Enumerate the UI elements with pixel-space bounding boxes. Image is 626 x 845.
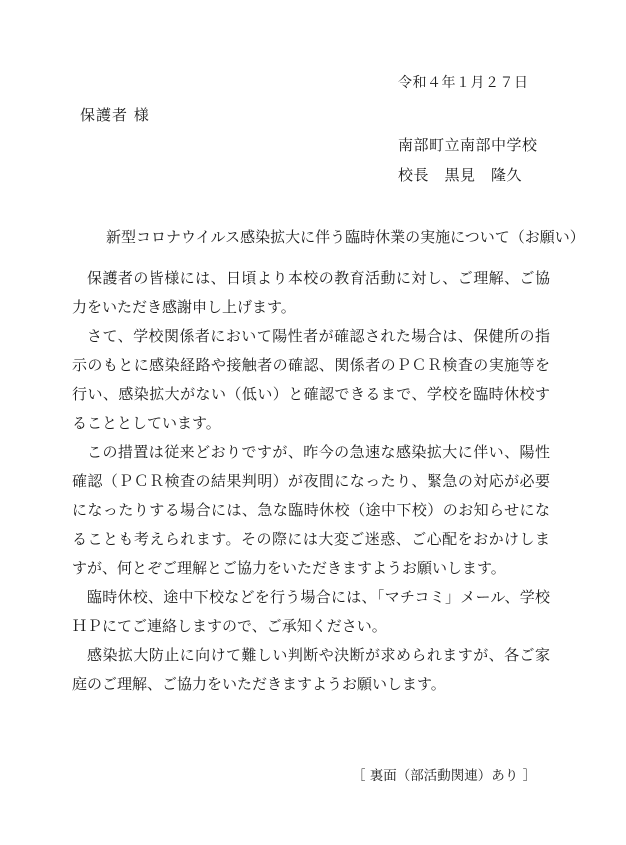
body-text (72, 264, 550, 699)
document-date: 令和４年１月２７日 (398, 75, 529, 91)
paragraph-greeting: 保護者の皆様には、日頃より本校の教育活動に対し、ご理解、ご協力をいただき感謝申し上げます。 (72, 269, 550, 316)
document-title: 新型コロナウイルス感染拡大に伴う臨時休業の実施について（お願い） (106, 228, 585, 246)
paragraph-closing: 感染拡大防止に向けて難しい判断や決断が求められますが、各ご家庭のご理解、ご協力をいただきますようお願いします。 (72, 646, 550, 693)
school-name: 南部町立南部中学校 (398, 136, 538, 154)
principal-name: 校長 黒見 隆久 (398, 166, 523, 184)
paragraph-policy: さて、学校関係者において陽性者が確認された場合は、保健所の指示のもとに感染経路や接触者の確認、関係者のＰＣＲ検査の実施等を行い、感染拡大がない（低い）と確認できるまで、学校を臨時休校することとしています。 (72, 327, 550, 432)
addressee: 保護者 様 (80, 106, 150, 124)
paragraph-measures: この措置は従来どおりですが、昨今の急速な感染拡大に伴い、陽性確認（ＰＣＲ検査の結果判明）が夜間になったり、緊急の対応が必要になったりする場合には、急な臨時休校（途中下校）のお知らせになることも考えられます。その際には大変ご迷惑、ご心配をおかけしますが、何とぞご理解とご協力をいただきますようお願いします。 (72, 443, 550, 577)
paragraph-contact: 臨時休校、途中下校などを行う場合には、「マチコミ」メール、学校ＨＰにてご連絡しますので、ご承知ください。 (72, 588, 550, 635)
footer-note: ［ 裏面（部活動関連）あり ］ (352, 768, 537, 784)
